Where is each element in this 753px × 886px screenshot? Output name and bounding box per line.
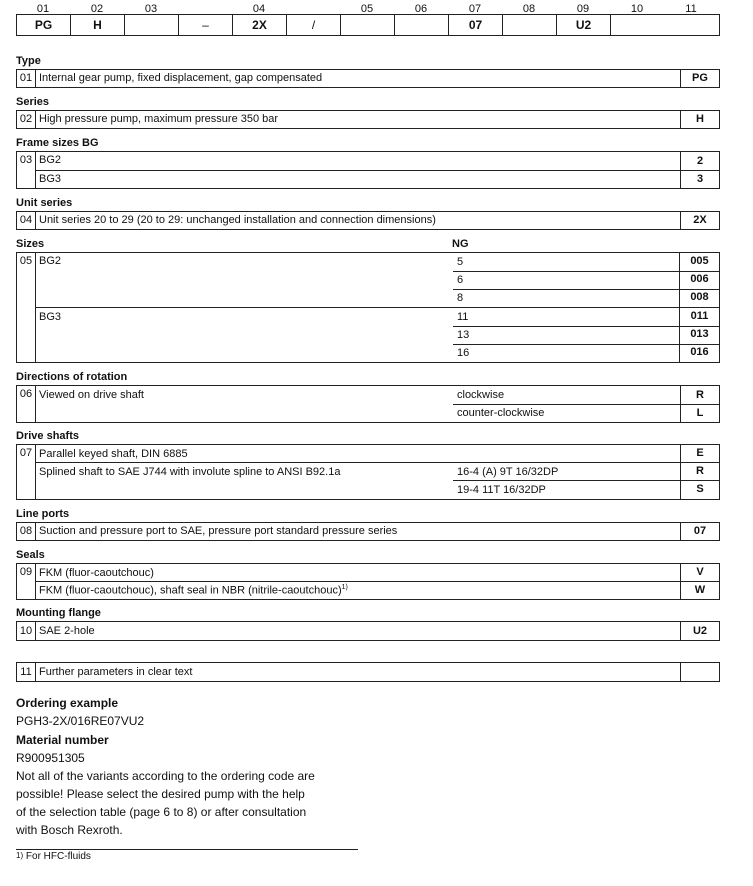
sizes-title: Sizes	[16, 238, 45, 250]
frame-box	[16, 151, 720, 189]
sizes-bg2: BG2	[39, 255, 62, 267]
flange-code: U2	[680, 622, 719, 640]
rotation-title: Directions of rotation	[16, 371, 128, 383]
type-row	[16, 69, 720, 88]
frame-divider	[36, 170, 719, 171]
size-code-008: 008	[690, 291, 709, 303]
sizes-box	[16, 252, 720, 363]
drive-splined: Splined shaft to SAE J744 with involute spline to ANSI B92.1a	[39, 466, 341, 478]
size-code-005: 005	[690, 255, 709, 267]
col-num-09: 09	[576, 3, 590, 15]
col-num-03: 03	[144, 3, 158, 15]
flange-title: Mounting flange	[16, 607, 101, 619]
seals-title: Seals	[16, 549, 45, 561]
further-text: Further parameters in clear text	[39, 666, 193, 678]
ng-16: 16	[457, 347, 470, 359]
col-num-06: 06	[414, 3, 428, 15]
ng-11: 11	[457, 311, 469, 323]
ports-text: Suction and pressure port to SAE, pressure port standard pressure series	[39, 525, 398, 537]
ports-num: 08	[17, 523, 36, 540]
code-cell-dash: –	[179, 15, 233, 35]
col-num-10: 10	[630, 3, 644, 15]
drive-box	[16, 444, 720, 500]
frame-bg3: BG3	[39, 173, 62, 185]
code-cell-slash: /	[287, 15, 341, 35]
rotation-text: Viewed on drive shaft	[39, 389, 144, 401]
ng-13: 13	[457, 329, 470, 341]
rotation-cw: clockwise	[457, 389, 505, 401]
code-cell-05	[341, 15, 395, 35]
note-line-3: of the selection table (page 6 to 8) or after consultation	[16, 805, 307, 819]
code-cell-08	[503, 15, 557, 35]
seals-code-w: W	[680, 581, 719, 599]
ng-6: 6	[457, 274, 464, 286]
code-cell-03	[125, 15, 179, 35]
unit-title: Unit series	[16, 197, 73, 209]
frame-code-3: 3	[680, 170, 719, 188]
type-num: 01	[17, 70, 36, 87]
type-title: Type	[16, 55, 41, 67]
seals-num: 09	[17, 564, 36, 599]
rotation-box	[16, 385, 720, 423]
size-code-013: 013	[690, 328, 709, 340]
col-num-08: 08	[522, 3, 536, 15]
drive-title: Drive shafts	[16, 430, 79, 442]
material-number-title: Material number	[16, 733, 109, 747]
footnote-rule	[16, 849, 358, 850]
ports-row	[16, 522, 720, 541]
frame-bg2: BG2	[39, 154, 62, 166]
rotation-num: 06	[17, 386, 36, 422]
series-title: Series	[16, 96, 50, 108]
drive-code-s: S	[680, 480, 719, 499]
rotation-code-l: L	[680, 404, 719, 422]
ng-8: 8	[457, 292, 464, 304]
seals-fkm: FKM (fluor-caoutchouc)	[39, 567, 154, 579]
material-number-value: R900951305	[16, 751, 85, 765]
col-num-01: 01	[36, 3, 50, 15]
code-cell-07: 07	[449, 15, 503, 35]
sizes-num: 05	[17, 253, 36, 362]
col-num-11: 11	[685, 3, 697, 15]
seals-box	[16, 563, 720, 600]
ordering-example-title: Ordering example	[16, 696, 119, 710]
seals-fkm-nbr-text: FKM (fluor-caoutchouc), shaft seal in NBR (nitrile-caoutchouc)	[39, 584, 342, 597]
drive-keyed: Parallel keyed shaft, DIN 6885	[39, 448, 188, 460]
ng-5: 5	[457, 256, 464, 268]
further-num: 11	[17, 663, 36, 681]
seals-footnote-mark: 1)	[341, 584, 348, 591]
size-code-006: 006	[690, 273, 709, 285]
seals-fkm-nbr	[39, 584, 348, 597]
ordering-code-strip	[16, 14, 720, 36]
size-code-016: 016	[690, 346, 709, 358]
further-code	[680, 663, 719, 681]
note-line-2: possible! Please select the desired pump with the help	[16, 787, 305, 801]
rotation-ccw: counter-clockwise	[457, 407, 545, 419]
type-text: Internal gear pump, fixed displacement, gap compensated	[39, 72, 323, 84]
code-cell-09: U2	[557, 15, 611, 35]
drive-divider-1	[36, 462, 719, 463]
flange-num: 10	[17, 622, 36, 640]
col-num-07: 07	[468, 3, 482, 15]
flange-row	[16, 621, 720, 641]
frame-num: 03	[17, 152, 36, 188]
flange-text: SAE 2-hole	[39, 625, 95, 637]
series-row	[16, 110, 720, 129]
seals-code-v: V	[680, 564, 719, 581]
rotation-code-r: R	[680, 386, 719, 404]
note-line-4: with Bosch Rexroth.	[16, 823, 123, 837]
ports-title: Line ports	[16, 508, 70, 520]
unit-text: Unit series 20 to 29 (20 to 29: unchanged installation and connection dimensions)	[39, 214, 436, 226]
further-row	[16, 662, 720, 682]
drive-opt-r: 16-4 (A) 9T 16/32DP	[457, 466, 559, 478]
col-num-04: 04	[252, 3, 266, 15]
note-line-1: Not all of the variants according to the ordering code are	[16, 769, 315, 783]
size-code-011: 011	[690, 310, 709, 322]
frame-title: Frame sizes BG	[16, 137, 99, 149]
footnote-mark: 1)	[16, 851, 24, 860]
code-cell-10	[611, 15, 667, 35]
footnote-text: For HFC-fluids	[25, 851, 91, 862]
col-num-05: 05	[360, 3, 374, 15]
col-num-02: 02	[90, 3, 104, 15]
ports-code: 07	[680, 523, 719, 540]
type-code: PG	[680, 70, 719, 87]
ordering-example-value: PGH3-2X/016RE07VU2	[16, 714, 145, 728]
unit-row	[16, 211, 720, 230]
drive-opt-s: 19-4 11T 16/32DP	[457, 484, 546, 496]
drive-code-r: R	[680, 462, 719, 480]
sizes-ng-label: NG	[452, 238, 469, 250]
code-cell-02: H	[71, 15, 125, 35]
code-cell-04: 2X	[233, 15, 287, 35]
sizes-bg3: BG3	[39, 311, 62, 323]
drive-num: 07	[17, 445, 36, 499]
series-code: H	[680, 111, 719, 128]
series-text: High pressure pump, maximum pressure 350 bar	[39, 113, 279, 125]
code-cell-06	[395, 15, 449, 35]
unit-code: 2X	[680, 212, 719, 229]
seals-divider	[36, 581, 719, 582]
sizes-group-divider	[36, 307, 719, 308]
code-cell-01: PG	[17, 15, 71, 35]
footnote	[16, 851, 91, 862]
series-num: 02	[17, 111, 36, 128]
drive-code-e: E	[680, 445, 719, 462]
frame-code-2: 2	[680, 152, 719, 170]
unit-num: 04	[17, 212, 36, 229]
